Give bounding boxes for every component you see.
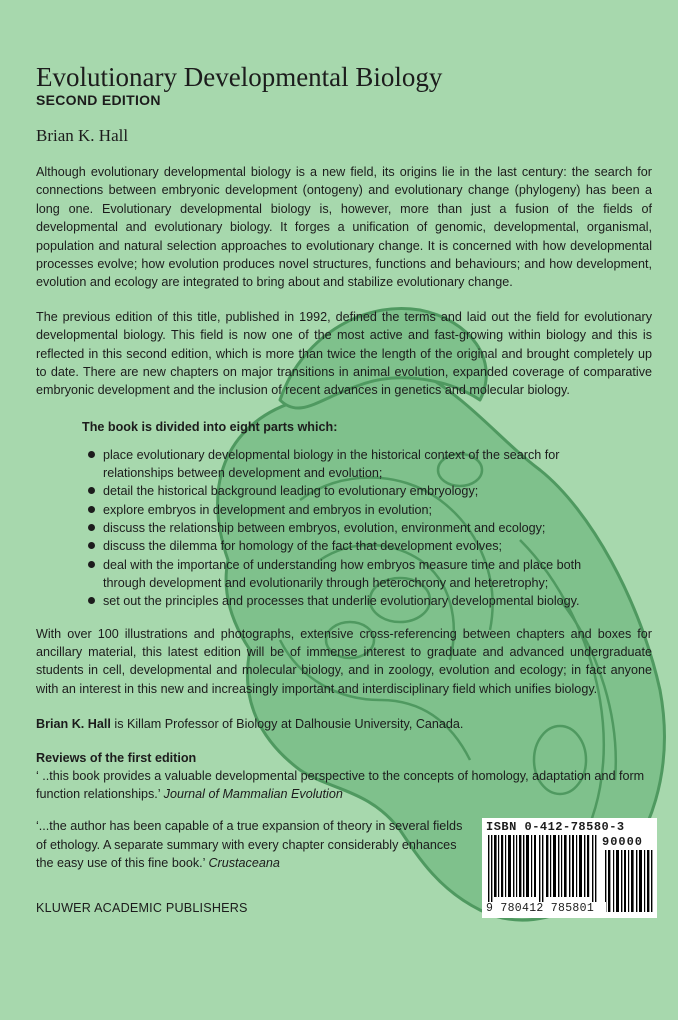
edition-label: SECOND EDITION — [36, 92, 161, 108]
book-title: Evolutionary Developmental Biology — [36, 62, 443, 92]
list-item: detail the historical background leading to evolutionary embryology; — [36, 482, 583, 500]
description-paragraph-3: With over 100 illustrations and photographs, extensive cross-referencing between chapters and boxes for ancillary material, this latest edition will be of immense interest to graduate and advanced undergraduate students in cell, developmental and molecular biology, and in zoology, evolution and ecology; in fact anyone with an interest in this new and increasingly important and interdisciplinary field which unifies biology. — [36, 626, 652, 696]
list-item: place evolutionary developmental biology in the historical context of the search for relationships between development and evolution; — [36, 446, 583, 483]
list-item: deal with the importance of understanding how embryos measure time and place both through development and evolutionarily through heterochrony and heteretrophy; — [36, 556, 583, 593]
author-name: Brian K. Hall — [36, 126, 129, 145]
review-quote-1 — [36, 767, 652, 804]
ean-number: 9 780412 785801 — [486, 902, 606, 916]
back-cover-content — [36, 62, 652, 915]
review-source: Crustaceana — [208, 856, 280, 871]
author-bio-name: Brian K. Hall — [36, 717, 111, 732]
parts-list — [36, 446, 652, 611]
price-barcode-bars — [604, 850, 654, 912]
list-item: discuss the relationship between embryos, evolution, environment and ecology; — [36, 519, 583, 537]
author-bio-text: is Killam Professor of Biology at Dalhousie University, Canada. — [110, 717, 464, 732]
review-quote-2 — [36, 817, 471, 872]
publisher-name: KLUWER ACADEMIC PUBLISHERS — [36, 900, 248, 915]
description-paragraph-2: The previous edition of this title, published in 1992, defined the terms and laid out the field for evolutionary developmental biology. This field is now one of the most active and fast-growing within biology and this is reflected in this second edition, which is more than twice the length of the original and brought completely up to date. There are new chapters on major transitions in animal evolution, expanded coverage of comparative embryonic development and the inclusion of recent advances in genetics and molecular biology. — [36, 309, 652, 398]
list-item: discuss the dilemma for homology of the fact that development evolves; — [36, 537, 583, 555]
isbn-barcode — [482, 818, 657, 918]
barcode-bars — [486, 835, 601, 903]
list-item: explore embryos in development and embryos in evolution; — [36, 501, 583, 519]
price-code: 90000 — [602, 835, 644, 849]
reviews-heading: Reviews of the first edition — [36, 750, 197, 765]
parts-list-intro: The book is divided into eight parts which: — [82, 419, 338, 434]
review-source: Journal of Mammalian Evolution — [163, 786, 343, 801]
list-item: set out the principles and processes that underlie evolutionary developmental biology. — [36, 592, 583, 610]
author-bio — [36, 715, 652, 733]
review-text: ‘...the author has been capable of a true expansion of theory in several fields of ethology. A separate summary with every chapter considerably enhances the easy use of this fine book.’ — [36, 819, 463, 871]
isbn-number: ISBN 0-412-78580-3 — [486, 820, 625, 834]
review-text: ‘ ..this book provides a valuable developmental perspective to the concepts of homology, adaptation and form function relationships.’ — [36, 768, 645, 801]
description-paragraph-1: Although evolutionary developmental biology is a new field, its origins lie in the last century: the search for connections between embryonic development (ontogeny) and evolutionary change (phylogeny) has been a long one. Evolutionary developmental biology is, however, more than just a fusion of the fields of developmental and evolutionary biology. It forges a unification of genomic, developmental, organismal, population and natural selection approaches to evolutionary change. It is concerned with how developmental processes evolve; how evolution produces novel structures, functions and behaviours; and how development, evolution and ecology are integrated to bring about and stabilize evolutionary change. — [36, 165, 652, 290]
